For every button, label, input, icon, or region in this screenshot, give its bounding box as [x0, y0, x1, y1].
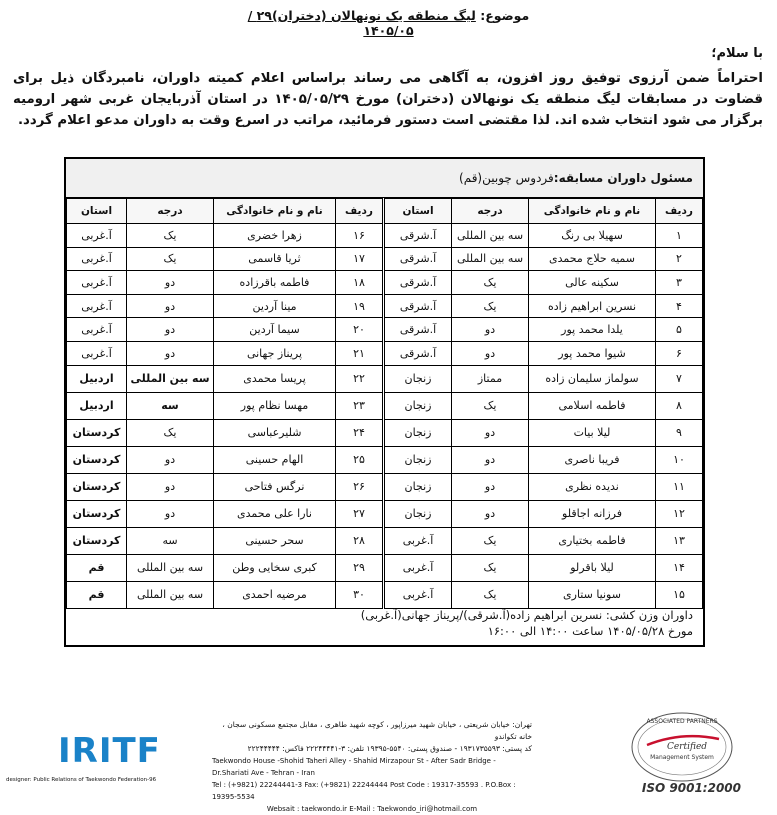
web-en: Websait : taekwondo.ir E-Mail : Taekwondo_iri@hotmail.com [266, 805, 478, 813]
referee-degree-2: سه بین المللی [127, 554, 214, 581]
iritf-logo [58, 731, 161, 771]
row-number: ۱ [656, 224, 703, 248]
row-number-2: ۳۰ [336, 581, 384, 608]
referee-province: آ.شرقی [384, 247, 452, 271]
referee-name-2: مرضیه احمدی [214, 581, 336, 608]
referee-province: آ.شرقی [384, 271, 452, 295]
referee-degree: دو [452, 446, 529, 473]
designer-credit: designer: Public Relations of Taekwondo Federation-96 [6, 777, 157, 783]
referee-province-2: اردبیل [67, 392, 127, 419]
referee-province: زنجان [384, 392, 452, 419]
referee-name-2: شلیرعباسی [214, 419, 336, 446]
referee-name: ندیده نظری [529, 473, 656, 500]
referee-degree-2: سه بین المللی [127, 581, 214, 608]
referee-degree: یک [452, 527, 529, 554]
referee-name-2: نارا علی محمدی [214, 500, 336, 527]
referee-degree: دو [452, 318, 529, 342]
referee-name: شیوا محمد پور [529, 341, 656, 365]
referee-province-2: آ.غربی [67, 271, 127, 295]
referee-province: آ.شرقی [384, 224, 452, 248]
referee-province-2: کردستان [67, 446, 127, 473]
referee-name-2: مهسا نظام پور [214, 392, 336, 419]
referee-degree: یک [452, 392, 529, 419]
row-number-2: ۲۹ [336, 554, 384, 581]
row-number: ۱۱ [656, 473, 703, 500]
table-row [67, 247, 703, 271]
referee-degree: دو [452, 473, 529, 500]
referee-province: زنجان [384, 473, 452, 500]
referee-degree: سه بین المللی [452, 224, 529, 248]
referee-name-2: سیما آردین [214, 318, 336, 342]
referee-name: سکینه عالی [529, 271, 656, 295]
referees-table-box [64, 157, 705, 647]
referee-degree-2: دو [127, 294, 214, 318]
table-row [67, 392, 703, 419]
row-number-2: ۲۳ [336, 392, 384, 419]
referee-name: سهیلا بی رنگ [529, 224, 656, 248]
row-number-2: ۲۰ [336, 318, 384, 342]
col-header-province-2: استان [67, 199, 127, 224]
referee-degree-2: یک [127, 419, 214, 446]
table-row [67, 500, 703, 527]
referee-degree: یک [452, 554, 529, 581]
iso-label: ISO 9001:2000 [641, 781, 741, 795]
contact-info [212, 719, 532, 815]
referee-name: نسرین ابراهیم زاده [529, 294, 656, 318]
cert-mid1-text: Certified [666, 742, 708, 752]
row-number-2: ۱۷ [336, 247, 384, 271]
referee-name-2: پریناز جهانی [214, 341, 336, 365]
row-number: ۷ [656, 365, 703, 392]
referee-province-2: کردستان [67, 500, 127, 527]
referee-name-2: ثریا قاسمی [214, 247, 336, 271]
table-row [67, 581, 703, 608]
referee-name: سمیه حلاج محمدی [529, 247, 656, 271]
referee-degree-2: دو [127, 271, 214, 295]
referee-province: زنجان [384, 365, 452, 392]
referee-name-2: مینا آردین [214, 294, 336, 318]
table-row [67, 473, 703, 500]
table-row [67, 271, 703, 295]
referee-degree: یک [452, 294, 529, 318]
cert-mid2-text: Management System [650, 754, 714, 761]
referee-degree-2: سه [127, 527, 214, 554]
letterhead-footer [0, 705, 777, 813]
address-fa: تهران: خیابان شریعتی ، خیابان شهید میرزاپور ، کوچه شهید طاهری ، مقابل مجتمع مسکونی سجان ، خانه تکواندو [222, 720, 532, 741]
table-row [67, 318, 703, 342]
row-number: ۴ [656, 294, 703, 318]
referee-name-2: فاطمه باقرزاده [214, 271, 336, 295]
referee-degree-2: یک [127, 247, 214, 271]
referee-name: لیلا بیات [529, 419, 656, 446]
referee-province-2: اردبیل [67, 365, 127, 392]
table-body [67, 224, 703, 609]
referee-name-2: نرگس فتاحی [214, 473, 336, 500]
referee-province: آ.شرقی [384, 318, 452, 342]
row-number-2: ۲۸ [336, 527, 384, 554]
referee-province-2: آ.غربی [67, 224, 127, 248]
referee-degree: سه بین المللی [452, 247, 529, 271]
col-header-degree: درجه [452, 199, 529, 224]
referee-degree-2: دو [127, 500, 214, 527]
row-number: ۱۰ [656, 446, 703, 473]
table-row [67, 341, 703, 365]
row-number: ۸ [656, 392, 703, 419]
row-number-2: ۱۹ [336, 294, 384, 318]
cert-top-text: ASSOCIATED PARTNERS [646, 718, 718, 725]
row-number-2: ۱۸ [336, 271, 384, 295]
referee-degree-2: سه بین المللی [127, 365, 214, 392]
referee-degree: دو [452, 500, 529, 527]
referee-degree-2: دو [127, 341, 214, 365]
head-label: مسئول داوران مسابقه: [553, 171, 693, 185]
referee-province: زنجان [384, 446, 452, 473]
referee-name: فاطمه اسلامی [529, 392, 656, 419]
postal-fa: کد پستی: ۱۹۳۱۷۳۵۵۹۳ - صندوق پستی: ۵۵۴۰-۱۹۳۹۵ تلفن: ۳-۲۲۲۴۴۴۴۱ فاکس: ۲۲۲۴۴۴۴۴ [247, 744, 532, 753]
col-header-row-number: ردیف [656, 199, 703, 224]
subject-prefix: موضوع: [475, 8, 530, 23]
table-row [67, 365, 703, 392]
referee-degree-2: دو [127, 318, 214, 342]
referee-province: آ.شرقی [384, 341, 452, 365]
row-number: ۲ [656, 247, 703, 271]
referee-province: آ.شرقی [384, 294, 452, 318]
row-number-2: ۲۵ [336, 446, 384, 473]
table-row [67, 224, 703, 248]
referee-province-2: آ.غربی [67, 318, 127, 342]
row-number-2: ۲۲ [336, 365, 384, 392]
referee-province: آ.غربی [384, 581, 452, 608]
row-number-2: ۲۷ [336, 500, 384, 527]
certification-seal-icon [627, 709, 737, 784]
subject-text: لیگ منطقه یک نونهالان (دختران)۲۹ /۱۴۰۵/۰۵ [247, 8, 476, 38]
referee-province-2: آ.غربی [67, 247, 127, 271]
table-head-row [66, 159, 703, 198]
weigh-in-notes [76, 607, 693, 639]
referee-degree-2: دو [127, 446, 214, 473]
row-number-2: ۲۴ [336, 419, 384, 446]
row-number: ۱۵ [656, 581, 703, 608]
referee-name: سونیا ستاری [529, 581, 656, 608]
referee-name: فاطمه بختیاری [529, 527, 656, 554]
referee-degree-2: سه [127, 392, 214, 419]
referee-province: آ.غربی [384, 527, 452, 554]
referee-province-2: قم [67, 581, 127, 608]
row-number-2: ۱۶ [336, 224, 384, 248]
row-number-2: ۲۶ [336, 473, 384, 500]
referee-province: زنجان [384, 500, 452, 527]
referee-name: فریبا ناصری [529, 446, 656, 473]
referee-degree-2: دو [127, 473, 214, 500]
logo-text: IRITF [58, 731, 161, 771]
note-line-2: مورخ ۱۴۰۵/۰۵/۲۸ ساعت ۱۴:۰۰ الی ۱۶:۰۰ [487, 624, 693, 638]
table-row [67, 446, 703, 473]
referee-degree: دو [452, 419, 529, 446]
row-number: ۵ [656, 318, 703, 342]
row-number: ۳ [656, 271, 703, 295]
referee-degree: یک [452, 581, 529, 608]
referee-name: یلدا محمد پور [529, 318, 656, 342]
referee-name-2: زهرا خضری [214, 224, 336, 248]
col-header-province: استان [384, 199, 452, 224]
referee-degree: دو [452, 341, 529, 365]
letter-body: احتراماً ضمن آرزوی توفیق روز افزون، به آگاهی می رساند براساس اعلام کمیته داوران، نامبردگان ذیل برای قضاوت در مسابقات لیگ منطقه یک نونهالان (دختران) مورخ ۱۴۰۵/۰۵/۲۹ در استان آذربایجان غربی شهر ارومیه برگزار می شود انتخاب شده اند. لذا مقتضی است دستور فرمائید، مراتب در اسرع وقت به داوران مدعو اعلام گردد. [13, 71, 764, 128]
row-number: ۶ [656, 341, 703, 365]
referee-name-2: الهام حسینی [214, 446, 336, 473]
referee-province-2: کردستان [67, 419, 127, 446]
referee-province-2: قم [67, 554, 127, 581]
referee-name: لیلا باقرلو [529, 554, 656, 581]
referee-name-2: پریسا محمدی [214, 365, 336, 392]
table-row [67, 419, 703, 446]
referee-name: فرزانه اجاقلو [529, 500, 656, 527]
referee-province: آ.غربی [384, 554, 452, 581]
referee-degree: ممتاز [452, 365, 529, 392]
letter-subject [230, 8, 547, 38]
row-number: ۱۴ [656, 554, 703, 581]
table-row [67, 527, 703, 554]
referee-province: زنجان [384, 419, 452, 446]
note-line-1: داوران وزن کشی: نسرین ابراهیم زاده(آ.شرقی)/پریناز جهانی(آ.غربی) [360, 608, 693, 622]
referee-name: سولماز سلیمان زاده [529, 365, 656, 392]
referee-name-2: کبری سخایی وطن [214, 554, 336, 581]
table-header-row [67, 199, 703, 224]
col-header-name-2: نام و نام خانوادگی [214, 199, 336, 224]
col-header-name: نام و نام خانوادگی [529, 199, 656, 224]
tel-en: Tel : (+9821) 22244441-3 Fax: (+9821) 22244444 Post Code : 19317-35593 . P.O.Box : 19395-5534 [212, 781, 516, 801]
referee-province-2: کردستان [67, 527, 127, 554]
row-number-2: ۲۱ [336, 341, 384, 365]
table-row [67, 294, 703, 318]
head-value: فردوس چوبین(قم) [459, 171, 554, 185]
referee-degree-2: یک [127, 224, 214, 248]
referee-province-2: کردستان [67, 473, 127, 500]
row-number: ۹ [656, 419, 703, 446]
col-header-degree-2: درجه [127, 199, 214, 224]
address-en: Taekwondo House -Shohid Taheri Alley - Shahid Mirzapour St - After Sadr Bridge -Dr.Shariati Ave - Tehran - Iran [212, 757, 496, 777]
row-number: ۱۲ [656, 500, 703, 527]
referee-degree: یک [452, 271, 529, 295]
table-row [67, 554, 703, 581]
greeting: با سلام؛ [711, 46, 763, 61]
row-number: ۱۳ [656, 527, 703, 554]
referees-table [66, 198, 703, 609]
col-header-row-number-2: ردیف [336, 199, 384, 224]
referee-province-2: آ.غربی [67, 294, 127, 318]
referee-province-2: آ.غربی [67, 341, 127, 365]
referee-name-2: سحر حسینی [214, 527, 336, 554]
